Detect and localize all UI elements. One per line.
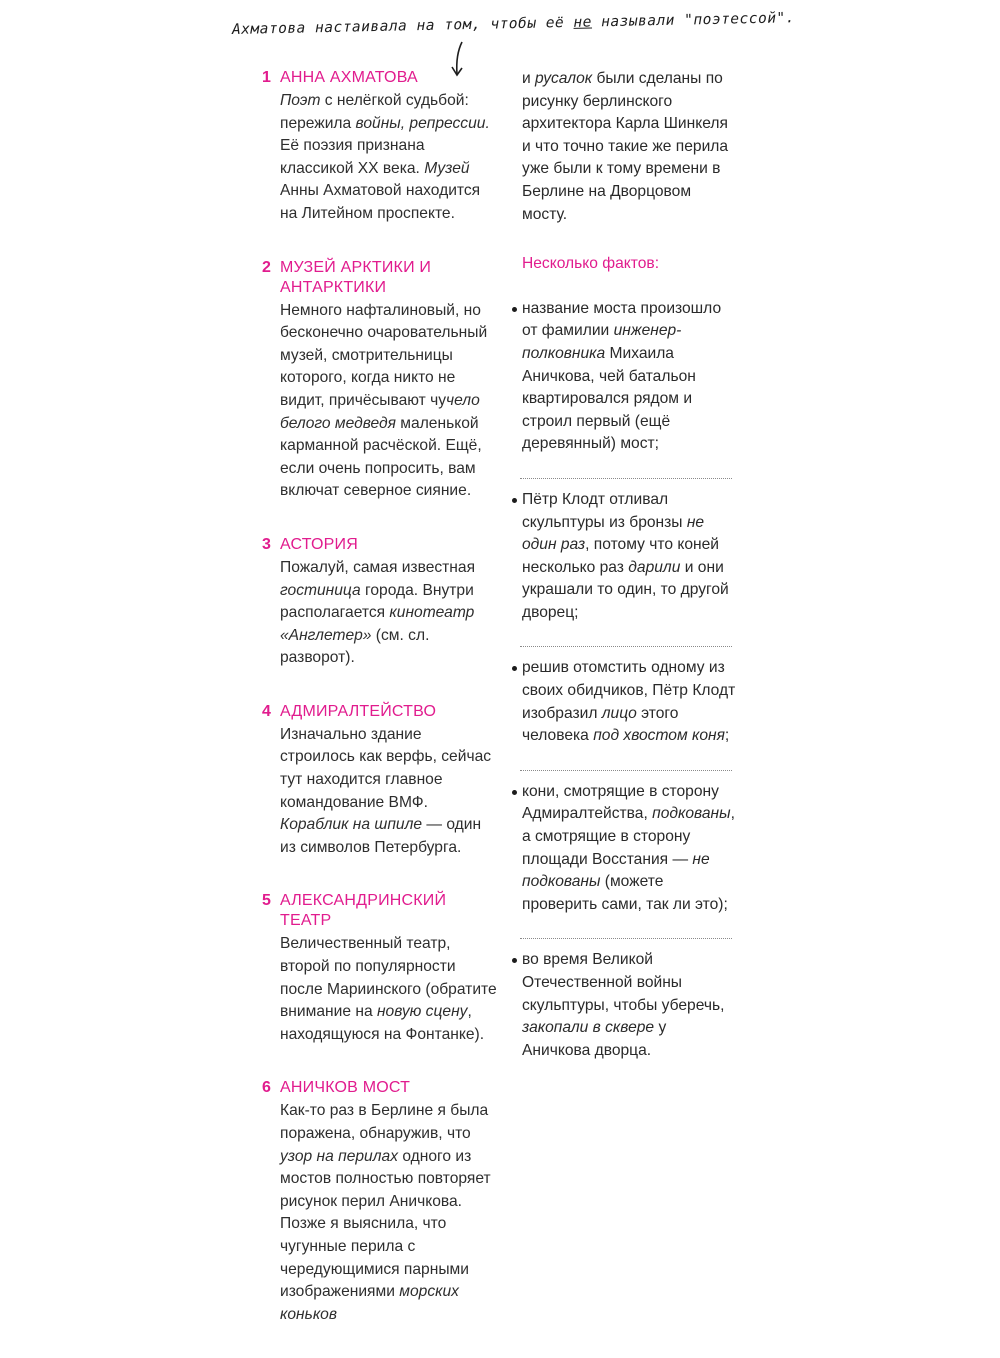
text-segment: Как-то раз в Берлине я была поражена, обнаружив, что	[280, 1102, 489, 1142]
fact-item	[516, 949, 738, 1062]
text-segment: одного из мостов полностью повторяет рисунок перил Аничкова. Позже я выяснила, что чугунные перила с чередующимися парными изображениями	[280, 1147, 491, 1301]
fact-item	[516, 489, 738, 625]
italic-segment: дарили	[628, 558, 681, 576]
text-segment: маленькой карманной расчёской. Ещё, если очень попросить, вам включат северное сияние.	[280, 414, 482, 500]
bullet-icon	[512, 307, 517, 312]
text-segment: (можете проверить сами, так ли это);	[522, 873, 728, 913]
text-segment: и они украшали то один, то другой дворец;	[522, 558, 729, 621]
entry-number: 2	[262, 258, 271, 276]
text-segment: название моста произошло от фамилии	[522, 299, 722, 340]
entry-title: МУЗЕЙ АРКТИКИ И АНТАРКТИКИ	[280, 258, 432, 296]
entry-title: АДМИРАЛТЕЙСТВО	[280, 702, 437, 720]
italic-segment: Музей	[424, 159, 470, 177]
divider	[520, 770, 732, 771]
entry-header	[262, 535, 500, 555]
left-column	[262, 68, 500, 1358]
annotation-pre: Ахматова настаивала на том, чтобы её	[231, 14, 574, 38]
entry-body	[280, 90, 500, 226]
entry-body	[280, 724, 500, 860]
italic-segment: русалок	[535, 70, 593, 87]
text-segment: Немного нафталиновый, но бесконечно очаровательный музей, смотрительницы которого, когда никто не видит, причёсывают чу	[280, 301, 488, 409]
text-segment: у Аничкова дворца.	[522, 1019, 667, 1059]
italic-segment: узор на перилах	[280, 1147, 398, 1165]
text-segment: города. Внутри располагается	[280, 581, 474, 622]
text-segment: ;	[724, 727, 730, 745]
entry-number: 4	[262, 702, 271, 720]
entry-title: АННА АХМАТОВА	[280, 69, 418, 86]
italic-segment: закопали в сквере	[522, 1019, 655, 1037]
bullet-icon	[512, 790, 517, 795]
handwritten-annotation	[231, 10, 796, 38]
entry-body	[280, 557, 500, 670]
entry-number: 6	[262, 1079, 271, 1097]
bullet-icon	[512, 958, 517, 963]
fact-item	[516, 657, 738, 747]
entry-akhmatova	[262, 68, 500, 226]
text-segment: Величественный театр, второй по популярности после Мариинского (обратите внимание на	[280, 935, 497, 1021]
entry-header	[262, 258, 500, 298]
text-segment: Её поэзия признана классикой ХХ века.	[280, 137, 425, 177]
entry-header	[262, 1078, 500, 1098]
entry-number: 5	[262, 892, 271, 910]
text-segment: , потому что коней несколько раз	[522, 536, 720, 576]
bullet-icon	[512, 666, 517, 671]
entry-arctic-museum	[262, 258, 500, 503]
italic-segment: чело белого медведя	[280, 391, 480, 432]
italic-segment: Поэт	[280, 92, 321, 109]
entry-astoria	[262, 535, 500, 670]
entry-body	[280, 1100, 500, 1326]
entry-title: АСТОРИЯ	[280, 535, 358, 553]
text-segment: (см. сл. разворот).	[280, 626, 430, 667]
italic-segment: новую сцену	[376, 1003, 468, 1021]
continuation-text	[522, 68, 738, 226]
italic-segment: кинотеатр «Англетер»	[280, 604, 475, 644]
fact-item	[516, 298, 738, 456]
italic-segment: гостиница	[280, 581, 361, 599]
italic-segment: не подкованы	[522, 850, 710, 891]
bullet-icon	[512, 498, 517, 503]
entry-body	[280, 300, 500, 503]
fact-text	[522, 783, 735, 913]
italic-segment: под хвостом коня	[593, 727, 725, 745]
italic-segment: морских коньков	[280, 1283, 459, 1323]
entry-header	[262, 702, 500, 722]
text-segment: с нелёгкой судьбой: пережила	[280, 92, 469, 132]
divider	[520, 478, 732, 479]
text-segment: Анны Ахматовой находится на Литейном проспекте.	[280, 182, 481, 222]
text-segment: этого человека	[522, 704, 679, 745]
entry-title: АЛЕКСАНДРИНСКИЙ ТЕАТР	[280, 892, 447, 930]
text-segment: Пожалуй, самая известная	[280, 558, 476, 576]
italic-segment: подкованы	[652, 805, 731, 823]
italic-segment: войны, репрессии.	[355, 114, 490, 132]
right-column	[516, 68, 738, 1084]
text-segment: Изначально здание строилось как верфь, сейчас тут находится главное командование ВМФ.	[280, 725, 492, 811]
fact-text	[522, 951, 724, 1058]
entry-title: АНИЧКОВ МОСТ	[280, 1079, 411, 1097]
text-segment: Михаила Аничкова, чей батальон квартировался рядом и строил первый (ещё деревянный) мост;	[522, 344, 696, 453]
text-segment: во время Великой Отечественной войны скульптуры, чтобы уберечь,	[522, 951, 725, 1014]
text-segment: и	[522, 70, 536, 87]
facts-heading: Несколько фактов:	[522, 255, 660, 273]
entry-alexandrinsky	[262, 891, 500, 1046]
fact-text	[522, 659, 735, 744]
fact-item	[516, 781, 738, 917]
entry-header	[262, 68, 500, 88]
entry-number: 1	[262, 69, 271, 86]
text-segment: — один из символов Петербурга.	[280, 816, 482, 856]
text-segment: Пётр Клодт отливал скульптуры из бронзы	[522, 490, 687, 531]
divider	[520, 646, 732, 647]
text-segment: решив отомстить одному из своих обидчиков, Пётр Клодт изобразил	[522, 659, 736, 722]
entry-admiralty	[262, 702, 500, 860]
divider	[520, 938, 732, 939]
fact-text	[522, 300, 721, 453]
italic-segment: инженер-полковника	[522, 322, 682, 362]
entry-body	[280, 933, 500, 1046]
entry-header	[262, 891, 500, 931]
entry-anichkov-bridge	[262, 1078, 500, 1326]
italic-segment: лицо	[601, 704, 637, 722]
text-segment: были сделаны по рисунку берлинского архитектора Карла Шинкеля и что точно такие же перила уже были к тому времени в Берлине на Дворцовом мосту.	[522, 70, 729, 223]
entry-number: 3	[262, 535, 271, 553]
italic-segment: не один раз	[522, 513, 705, 554]
text-segment: , а смотрящие в сторону площади Восстания —	[522, 805, 735, 868]
text-segment: , находящуюся на Фонтанке).	[280, 1003, 485, 1043]
annotation-emphasis: не	[573, 14, 593, 31]
italic-segment: Кораблик на шпиле	[280, 816, 423, 834]
annotation-post: называли "поэтессой".	[591, 10, 796, 31]
fact-text	[522, 491, 729, 621]
text-segment: кони, смотрящие в сторону Адмиралтейства,	[522, 782, 719, 823]
